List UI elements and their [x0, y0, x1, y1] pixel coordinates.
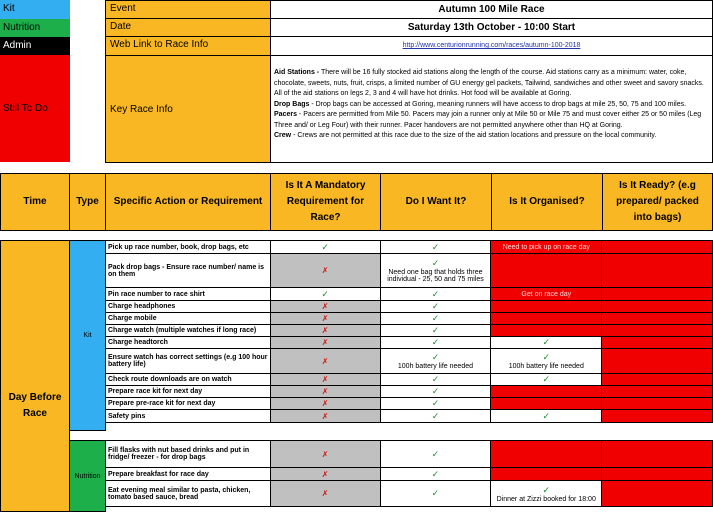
mandatory-cross-icon: ✗ [321, 469, 329, 479]
action-cell: Prepare race kit for next day [106, 386, 271, 398]
header-mandatory: Is It A Mandatory Requirement for Race? [270, 173, 381, 231]
nutrition-row [106, 481, 713, 507]
want-tick-icon: ✓ [431, 313, 440, 323]
type-nutrition-label: Nutrition [74, 472, 101, 480]
type-kit-cell [69, 240, 106, 431]
type-nutrition-cell [69, 440, 106, 512]
want-cell[interactable] [380, 337, 491, 349]
mandatory-cell[interactable] [270, 386, 380, 398]
organised-cell[interactable] [491, 241, 602, 254]
legend-still-to-do [0, 55, 70, 162]
organised-cell[interactable] [491, 374, 602, 386]
organised-note: Dinner at Zizzi booked for 18:00 [496, 495, 596, 503]
want-tick-icon: ✓ [431, 386, 440, 396]
mandatory-cross-icon: ✗ [321, 266, 329, 275]
drop-bags-info: Drop Bags - Drop bags can be accessed at Goring, meaning runners will have access to drop bags at mile 25, 50, 75 and 100 miles. [274, 100, 687, 108]
ready-cell[interactable] [602, 288, 713, 301]
action-cell: Fill flasks with nut based drinks and put in fridge/ freezer - for drop bags [106, 441, 271, 468]
mandatory-cell[interactable] [270, 288, 380, 301]
mandatory-cross-icon: ✗ [321, 338, 329, 347]
key-info-label-text: Key Race Info [110, 103, 173, 115]
want-cell[interactable] [380, 241, 491, 254]
kit-row [106, 410, 713, 423]
mandatory-cell[interactable] [270, 301, 380, 313]
mandatory-tick-icon: ✓ [321, 288, 329, 299]
want-tick-icon: ✓ [431, 288, 440, 299]
legend-nutrition: Nutrition [0, 19, 70, 37]
organised-cell[interactable] [491, 481, 602, 507]
date-value: Saturday 13th October - 10:00 Start [270, 18, 713, 37]
nutrition-table [105, 440, 713, 507]
header-ready: Is It Ready? (e.g prepared/ packed into bags) [602, 173, 713, 231]
want-cell[interactable] [380, 398, 491, 410]
organised-tick-icon: ✓ [542, 337, 551, 347]
action-cell: Charge headtorch [106, 337, 271, 349]
want-cell[interactable] [380, 288, 491, 301]
type-kit-label: Kit [83, 332, 92, 339]
header-time: Time [0, 173, 70, 231]
action-cell: Pin race number to race shirt [106, 288, 271, 301]
mandatory-tick-icon: ✓ [321, 241, 329, 252]
kit-row [106, 325, 713, 337]
organised-note: Get on race day [521, 290, 572, 298]
organised-note: 100h battery life needed [508, 363, 584, 370]
action-cell: Safety pins [106, 410, 271, 423]
action-cell: Pick up race number, book, drop bags, etc [106, 241, 271, 254]
mandatory-cell[interactable] [270, 441, 380, 468]
aid-stations-info: Aid Stations - There will be 16 fully stocked aid stations along the length of the course. Aid stations carry as a minimum: water, coke, chocolate, sweets, nuts, fruit, crisps, a limited number of GU energy gel packets, Tailwind, sandwiches and other sweet and savory snacks. All of the aid stations on legs 2, 3 and 4 will have hot drinks. Hot food will be available at Goring. [274, 69, 704, 97]
mandatory-cell[interactable] [270, 481, 380, 507]
mandatory-cross-icon: ✗ [321, 314, 329, 323]
ready-cell[interactable] [602, 398, 713, 410]
mandatory-cell[interactable] [270, 349, 380, 374]
want-tick-icon: ✓ [431, 337, 440, 347]
kit-row [106, 301, 713, 313]
mandatory-cell[interactable] [270, 468, 380, 481]
ready-cell[interactable] [602, 410, 713, 423]
action-cell: Charge headphones [106, 301, 271, 313]
mandatory-cell[interactable] [270, 410, 380, 423]
legend-admin: Admin [0, 37, 70, 55]
organised-cell[interactable] [491, 468, 602, 481]
action-cell: Prepare pre-race kit for next day [106, 398, 271, 410]
ready-cell[interactable] [602, 301, 713, 313]
mandatory-cell[interactable] [270, 313, 380, 325]
legend-kit: Kit [0, 0, 70, 19]
organised-cell[interactable] [491, 254, 602, 288]
organised-cell[interactable] [491, 441, 602, 468]
header-want: Do I Want It? [380, 173, 492, 231]
organised-cell[interactable] [491, 349, 602, 374]
mandatory-cross-icon: ✗ [321, 375, 329, 384]
pacers-info: Pacers - Pacers are permitted from Mile 50. Pacers may join a runner only at Mile 50 or Mile 75 and must cover either 25 or 50 miles (Leg Three and/ or Leg Four) with their runner. Pacer handovers are not permitted anywhere other than HQ at Goring. [274, 111, 702, 129]
ready-cell[interactable] [602, 441, 713, 468]
mandatory-cross-icon: ✗ [321, 399, 329, 408]
action-cell: Charge watch (multiple watches if long race) [106, 325, 271, 337]
want-cell[interactable] [380, 313, 491, 325]
ready-cell[interactable] [602, 337, 713, 349]
ready-cell[interactable] [602, 374, 713, 386]
mandatory-cell[interactable] [270, 325, 380, 337]
want-cell[interactable] [380, 349, 491, 374]
organised-note: Need to pick up on race day [502, 243, 590, 251]
want-tick-icon: ✓ [431, 301, 440, 311]
want-tick-icon: ✓ [431, 325, 440, 335]
ready-cell[interactable] [602, 349, 713, 374]
key-info-label [105, 55, 271, 163]
mandatory-cross-icon: ✗ [321, 302, 329, 311]
action-cell: Check route downloads are on watch [106, 374, 271, 386]
action-cell: Ensure watch has correct settings (e.g 100 hour battery life) [106, 349, 271, 374]
kit-row [106, 374, 713, 386]
nutrition-row [106, 441, 713, 468]
header-action: Specific Action or Requirement [105, 173, 271, 231]
kit-row [106, 337, 713, 349]
mandatory-cross-icon: ✗ [321, 387, 329, 396]
organised-cell[interactable] [491, 386, 602, 398]
key-info-text [270, 55, 713, 163]
want-tick-icon: ✓ [431, 352, 440, 362]
want-tick-icon: ✓ [431, 488, 440, 498]
want-cell[interactable] [380, 386, 491, 398]
event-value: Autumn 100 Mile Race [270, 0, 713, 19]
mandatory-cell[interactable] [270, 337, 380, 349]
mandatory-cell[interactable] [270, 254, 380, 288]
header-organised: Is It Organised? [491, 173, 603, 231]
action-cell: Prepare breakfast for race day [106, 468, 271, 481]
legend-still-to-do-label: Still To Do [3, 103, 48, 114]
organised-tick-icon: ✓ [542, 352, 551, 362]
want-cell[interactable] [380, 301, 491, 313]
ready-cell[interactable] [602, 325, 713, 337]
action-cell: Pack drop bags - Ensure race number/ name is on them [106, 254, 271, 288]
header-type: Type [69, 173, 106, 231]
mandatory-cross-icon: ✗ [321, 489, 329, 498]
want-cell[interactable] [380, 374, 491, 386]
ready-cell[interactable] [602, 241, 713, 254]
race-info-link[interactable]: http://www.centurionrunning.com/races/autumn-100-2018 [270, 36, 713, 56]
organised-tick-icon: ✓ [542, 484, 551, 495]
action-cell: Eat evening meal similar to pasta, chicken, tomato based sauce, bread [106, 481, 271, 507]
date-label: Date [105, 18, 271, 37]
kit-row [106, 241, 713, 254]
kit-row [106, 386, 713, 398]
organised-cell[interactable] [491, 398, 602, 410]
organised-cell[interactable] [491, 337, 602, 349]
mandatory-cross-icon: ✗ [321, 356, 329, 366]
nutrition-row [106, 468, 713, 481]
mandatory-cell[interactable] [270, 398, 380, 410]
want-cell[interactable] [380, 441, 491, 468]
want-cell[interactable] [380, 325, 491, 337]
kit-table [105, 240, 713, 423]
organised-cell[interactable] [491, 301, 602, 313]
kit-row [106, 288, 713, 301]
mandatory-cell[interactable] [270, 241, 380, 254]
ready-cell[interactable] [602, 468, 713, 481]
kit-row [106, 254, 713, 288]
kit-row [106, 349, 713, 374]
want-cell[interactable] [380, 468, 491, 481]
mandatory-cross-icon: ✗ [321, 326, 329, 335]
ready-cell[interactable] [602, 254, 713, 288]
want-note: Need one bag that holds three individual - 25, 50 and 75 miles [387, 269, 484, 283]
ready-cell[interactable] [602, 386, 713, 398]
organised-cell[interactable] [491, 325, 602, 337]
ready-cell[interactable] [602, 313, 713, 325]
organised-tick-icon: ✓ [542, 410, 551, 421]
kit-row [106, 398, 713, 410]
want-tick-icon: ✓ [431, 398, 440, 408]
organised-cell[interactable] [491, 410, 602, 423]
link-label: Web Link to Race Info [105, 36, 271, 56]
want-cell[interactable] [380, 410, 491, 423]
kit-row [106, 313, 713, 325]
crew-info: Crew - Crews are not permitted at this race due to the size of the aid station locations and pressure on the local community. [274, 132, 657, 139]
want-tick-icon: ✓ [431, 448, 440, 459]
organised-tick-icon: ✓ [542, 374, 551, 384]
action-cell: Charge mobile [106, 313, 271, 325]
organised-cell[interactable] [491, 288, 602, 301]
mandatory-cross-icon: ✗ [321, 411, 329, 421]
want-tick-icon: ✓ [431, 258, 440, 268]
mandatory-cell[interactable] [270, 374, 380, 386]
want-cell[interactable] [380, 481, 491, 507]
day-before-race-label: Day Before Race [8, 392, 62, 419]
want-tick-icon: ✓ [431, 374, 440, 384]
want-cell[interactable] [380, 254, 491, 288]
event-label: Event [105, 0, 271, 19]
mandatory-cross-icon: ✗ [321, 449, 329, 459]
organised-cell[interactable] [491, 313, 602, 325]
ready-cell[interactable] [602, 481, 713, 507]
want-note: 100h battery life needed [397, 363, 474, 370]
want-tick-icon: ✓ [431, 410, 440, 421]
want-tick-icon: ✓ [431, 468, 440, 479]
want-tick-icon: ✓ [431, 241, 440, 252]
day-before-race-cell [0, 240, 70, 512]
